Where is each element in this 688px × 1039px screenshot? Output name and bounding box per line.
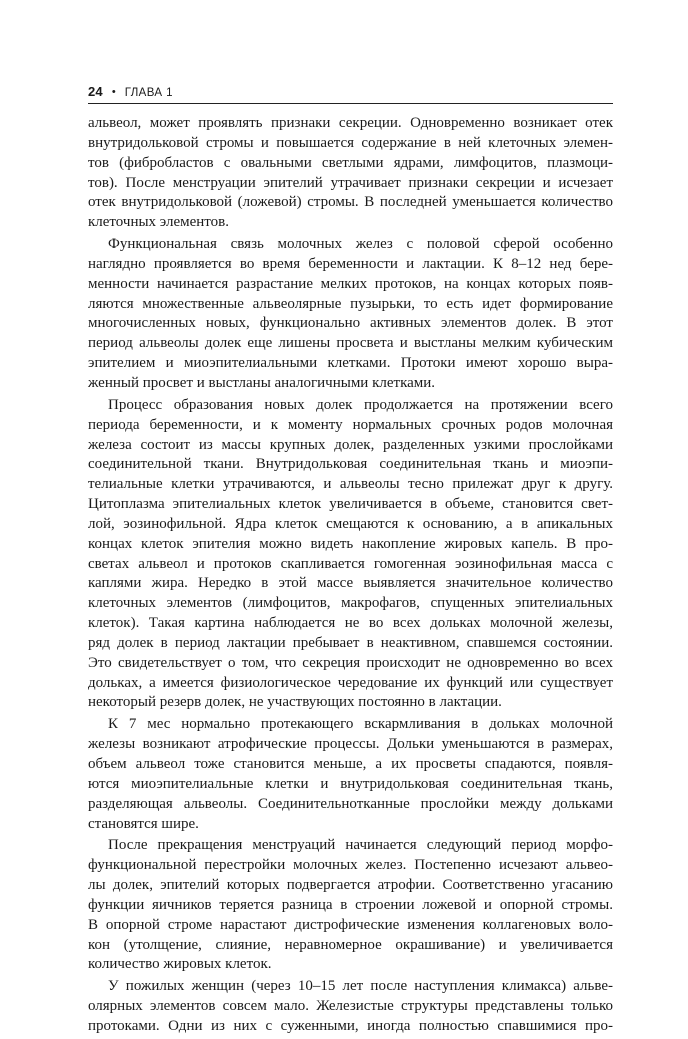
- paragraph: [88, 235, 613, 394]
- text-line: Цитоплазма эпителиальных клеток увеличивается в объеме, становится свет-: [88, 496, 613, 513]
- paragraph: [88, 836, 613, 975]
- text-line: Функциональная связь молочных желез с половой сферой особенно: [108, 236, 613, 253]
- text-line: многочисленных новых, функционально активных элементов долек. В этот: [88, 315, 613, 332]
- text-line: клеточных элементов (лимфоцитов, макрофагов, спущенных эпителиальных: [88, 595, 613, 612]
- running-header: [88, 84, 613, 104]
- text-line: кон (утолщение, слияние, неравномерное окрашивание) и увеличивается: [88, 936, 613, 953]
- text-line: разделяющая альвеолы. Соединительнотканные прослойки между дольками: [88, 795, 613, 812]
- page-number: 24: [88, 84, 103, 99]
- text-line: клеточных элементов.: [88, 214, 229, 231]
- text-line: ряд долек в период лактации пребывает в неактивном, спавшемся состоянии.: [88, 634, 613, 651]
- text-line: тов). После менструации эпителий утрачивает признаки секреции и исчезает: [88, 174, 613, 191]
- text-line: ляются множественные альвеолярные пузырьки, то есть идет формирование: [88, 295, 613, 312]
- body-text: [88, 114, 613, 1039]
- text-line: тов (фибробластов с овальными светлыми ядрами, лимфоцитов, плазмоци-: [88, 154, 613, 171]
- text-line: менности начинается разрастание мелких протоков, на концах которых появ-: [88, 275, 613, 292]
- text-line: В опорной строме нарастают дистрофические изменения коллагеновых воло-: [88, 916, 613, 933]
- text-line: наглядно проявляется во время беременности и лактации. К 8–12 нед бере-: [88, 255, 613, 272]
- text-line: клеток). Такая картина наблюдается не во всех дольках молочной железы,: [88, 615, 613, 632]
- text-line: функции яичников теряется разница в строении ложевой и опорной стромы.: [88, 896, 613, 913]
- text-line: каплями жира. Нередко в этой массе выявляется значительное количество: [88, 575, 613, 592]
- text-line: отек внутридольковой (ложевой) стромы. В последней уменьшается количество: [88, 194, 613, 211]
- text-line: эпителием и миоэпителиальными клетками. Протоки имеют хорошо выра-: [88, 355, 613, 372]
- text-line: К 7 мес нормально протекающего вскармливания в дольках молочной: [108, 716, 613, 733]
- text-line: женный просвет и выстланы аналогичными клетками.: [88, 374, 436, 391]
- text-line: периода беременности, и к моменту нормальных срочных родов молочная: [88, 416, 613, 433]
- text-line: У пожилых женщин (через 10–15 лет после наступления климакса) альве-: [108, 978, 613, 995]
- text-line: протоками. Одни из них с суженными, иногда полностью спавшимися про-: [88, 1017, 613, 1034]
- text-line: дольках, а имеется физиологическое чередование их функций или существует: [88, 674, 613, 691]
- text-line: период альвеолы долек еще лишены просвета и выстланы мелким кубическим: [88, 335, 613, 352]
- text-line: ются миоэпителиальные клетки и внутридольковая соединительная ткань,: [88, 775, 613, 792]
- text-line: телиальные клетки утрачиваются, и альвеолы тесно прилежат друг к другу.: [88, 476, 613, 493]
- paragraph: [88, 977, 613, 1037]
- text-line: железа состоит из массы крупных долек, разделенных узкими прослойками: [88, 436, 613, 453]
- text-line: Это свидетельствует о том, что секреция происходит не одновременно во всех: [88, 654, 613, 671]
- text-line: олярных элементов совсем мало. Железистые структуры представлены только: [88, 998, 613, 1015]
- text-line: становятся шире.: [88, 815, 199, 832]
- paragraph: [88, 396, 613, 714]
- text-line: внутридольковой стромы и повышается содержание в ней клеточных элемен-: [88, 134, 613, 151]
- text-line: лой, эозинофильной. Ядра клеток смещаются к основанию, а в апикальных: [88, 515, 613, 532]
- text-line: лы долек, эпителий которых подвергается атрофии. Соответственно угасанию: [88, 877, 613, 894]
- text-line: альвеол, может проявлять признаки секреции. Одновременно возникает отек: [88, 115, 613, 131]
- paragraph: [88, 715, 613, 834]
- header-bullet: •: [111, 86, 116, 98]
- text-line: соединительной ткани. Внутридольковая соединительная ткань и миоэпи-: [88, 456, 613, 473]
- text-line: количество жировых клеток.: [88, 956, 272, 973]
- text-line: концах клеток эпителия можно видеть накопление жировых капель. В про-: [88, 535, 613, 552]
- text-line: светах альвеол и протоков скапливается гомогенная эозинофильная масса с: [88, 555, 613, 572]
- header-rule: [88, 103, 613, 104]
- text-line: функциональной перестройки молочных желез. Постепенно исчезают альвео-: [88, 857, 613, 874]
- chapter-title: ГЛАВА 1: [124, 87, 173, 99]
- text-line: Процесс образования новых долек продолжается на протяжении всего: [108, 396, 613, 413]
- paragraph: [88, 114, 613, 233]
- text-line: объем альвеол тоже становится меньше, а их просветы спадаются, появля-: [88, 756, 613, 772]
- text-line: некоторый резерв долек, не участвующих постоянно в лактации.: [88, 694, 502, 711]
- text-line: железы возникают атрофические процессы. Дольки уменьшаются в размерах,: [88, 736, 613, 753]
- text-line: После прекращения менструаций начинается следующий период морфо-: [108, 837, 613, 854]
